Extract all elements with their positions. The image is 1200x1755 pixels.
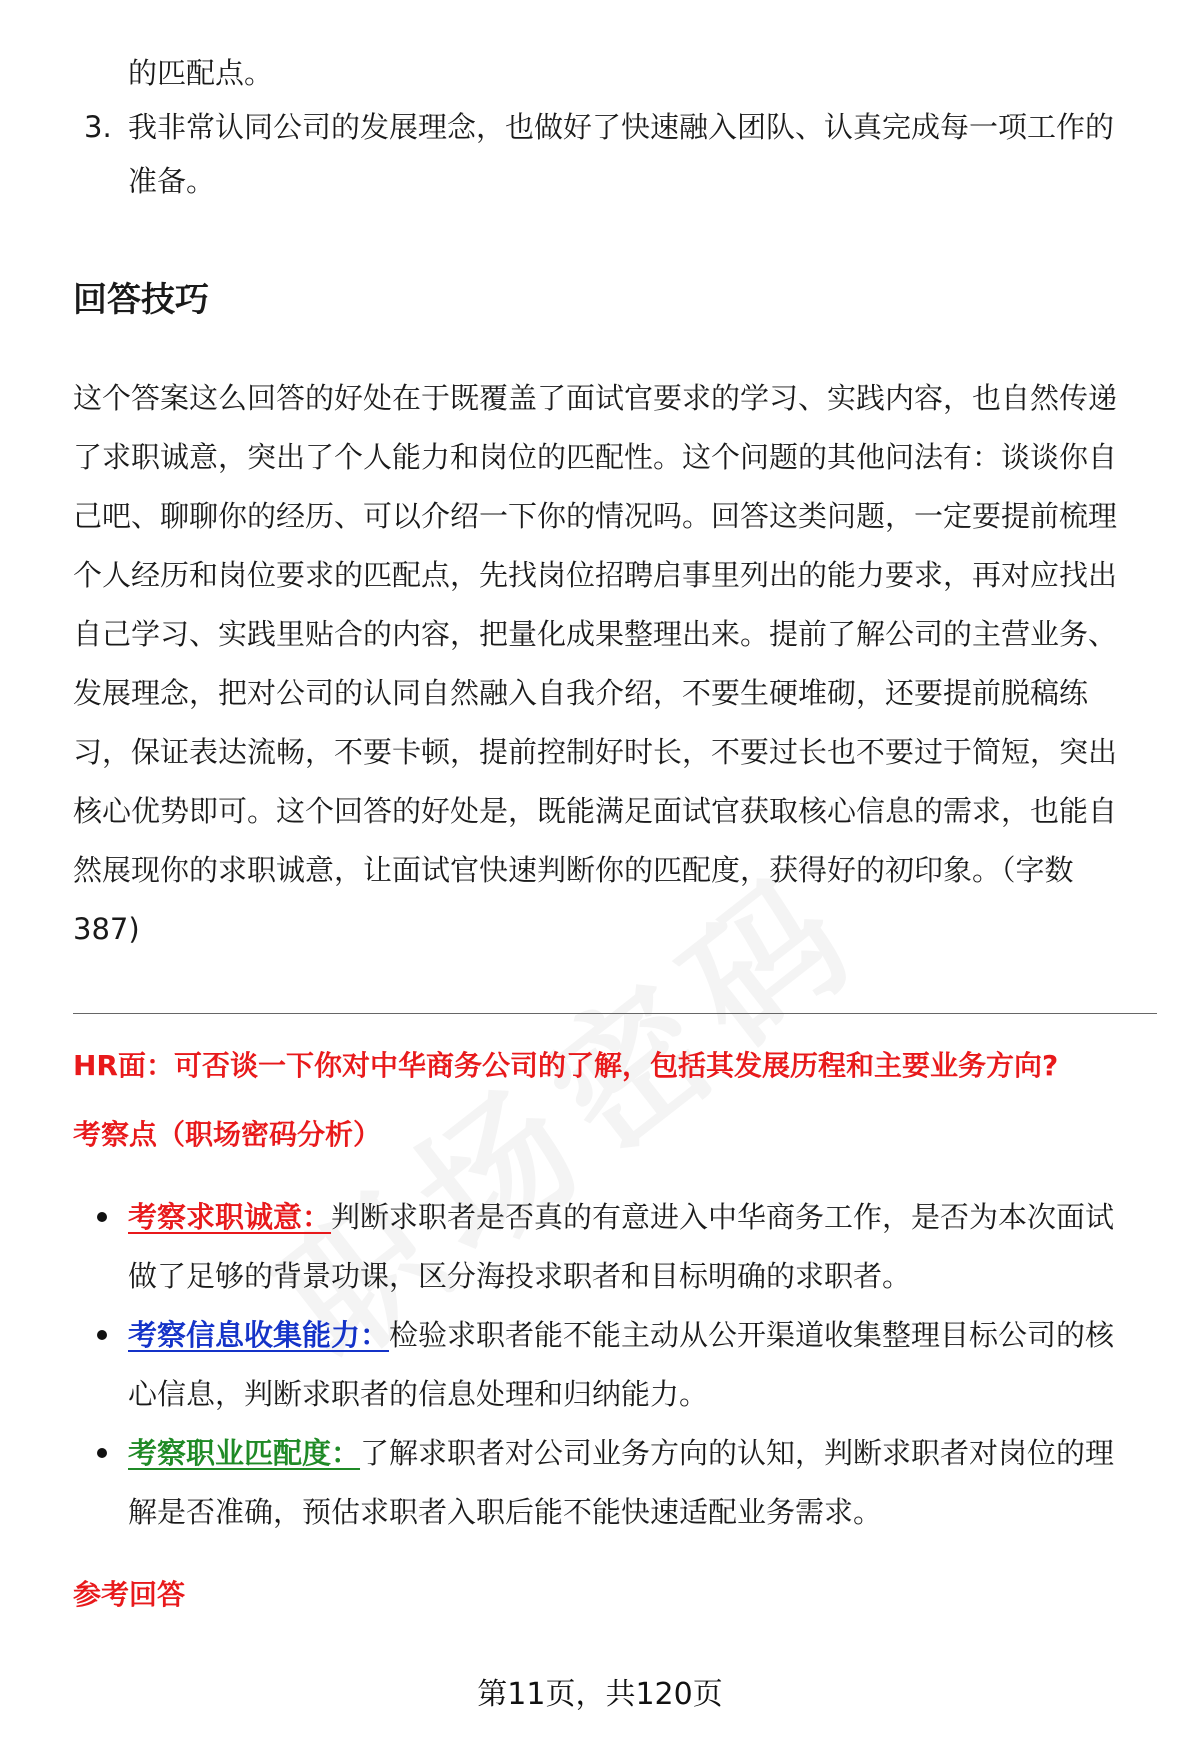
- keyword-sincerity: 考察求职诚意：: [128, 1200, 332, 1234]
- bullet-item-1-line2: 做了足够的背景功课，区分海投求职者和目标明确的求职者。: [128, 1259, 912, 1293]
- section-divider: [73, 1013, 1157, 1014]
- reference-answer-title: 参考回答: [73, 1578, 186, 1611]
- tips-line: 387): [73, 912, 140, 946]
- list-item-2-continuation: 的匹配点。: [128, 56, 274, 90]
- bullet-dot: [97, 1212, 107, 1222]
- tips-line: 自己学习、实践里贴合的内容，把量化成果整理出来。提前了解公司的主营业务、: [73, 617, 1118, 651]
- list-number-3: 3.: [84, 110, 112, 144]
- section-heading-tips: 回答技巧: [73, 280, 209, 320]
- hr-question: HR面：可否谈一下你对中华商务公司的了解，包括其发展历程和主要业务方向?: [73, 1049, 1059, 1082]
- list-item-3-line2: 准备。: [128, 164, 216, 198]
- tips-line: 了求职诚意，突出了个人能力和岗位的匹配性。这个问题的其他问法有：谈谈你自: [73, 440, 1118, 474]
- bullet-dot: [97, 1448, 107, 1458]
- bullet-text: 判断求职者是否真的有意进入中华商务工作，是否为本次面试: [331, 1200, 1115, 1234]
- list-item-3-line1: 我非常认同公司的发展理念，也做好了快速融入团队、认真完成每一项工作的: [128, 110, 1115, 144]
- bullet-item-1-line1: [128, 1187, 1158, 1247]
- bullet-item-3-line2: 解是否准确，预估求职者入职后能不能快速适配业务需求。: [128, 1495, 883, 1529]
- bullet-item-2-line1: [128, 1305, 1158, 1365]
- tips-line: 己吧、聊聊你的经历、可以介绍一下你的情况吗。回答这类问题，一定要提前梳理: [73, 499, 1118, 533]
- bullet-item-2-line2: 心信息，判断求职者的信息处理和归纳能力。: [128, 1377, 709, 1411]
- bullet-text: 了解求职者对公司业务方向的认知，判断求职者对岗位的理: [360, 1436, 1115, 1470]
- bullet-dot: [97, 1330, 107, 1340]
- page-number: 第11页，共120页: [477, 1677, 723, 1712]
- tips-line: 习，保证表达流畅，不要卡顿，提前控制好时长，不要过长也不要过于简短，突出: [73, 735, 1118, 769]
- tips-line: 然展现你的求职诚意，让面试官快速判断你的匹配度，获得好的初印象。（字数: [73, 853, 1074, 887]
- tips-line: 个人经历和岗位要求的匹配点，先找岗位招聘启事里列出的能力要求，再对应找出: [73, 558, 1118, 592]
- tips-line: 发展理念，把对公司的认同自然融入自我介绍，不要生硬堆砌，还要提前脱稿练: [73, 676, 1089, 710]
- keyword-info-collection: 考察信息收集能力：: [128, 1318, 390, 1352]
- keyword-job-match: 考察职业匹配度：: [128, 1436, 361, 1470]
- bullet-text: 检验求职者能不能主动从公开渠道收集整理目标公司的核: [389, 1318, 1115, 1352]
- tips-line: 核心优势即可。这个回答的好处是，既能满足面试官获取核心信息的需求，也能自: [73, 794, 1118, 828]
- bullet-item-3-line1: [128, 1423, 1158, 1483]
- points-title: 考察点（职场密码分析）: [73, 1118, 382, 1151]
- tips-line: 这个答案这么回答的好处在于既覆盖了面试官要求的学习、实践内容，也自然传递: [73, 381, 1118, 415]
